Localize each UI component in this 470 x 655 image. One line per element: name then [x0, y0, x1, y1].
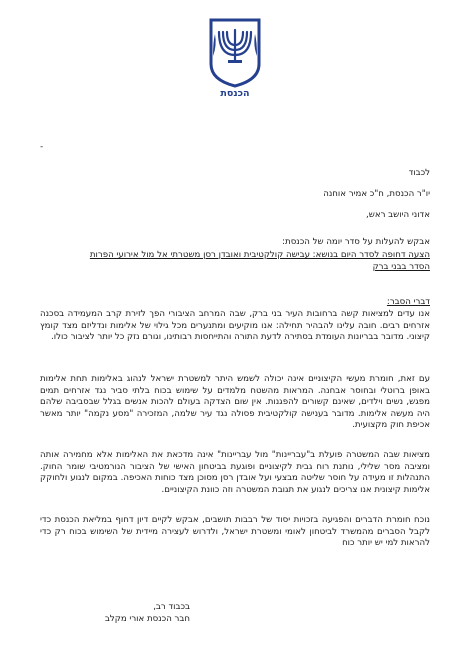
address-line2: אדוני היושב ראש,: [366, 210, 430, 220]
paragraph-4: נוכח חומרת הדברים והפגיעה בזכויות יסוד של רבבות תושבים, אבקש לקיים דיון דחוף במליאת הכנסת כדי לקבל הסברים מהמשרד לביטחון לאומי ומשטרת ישראל, ולדרוש לעצירה מיידית של השימוש בכוח רק כדי להראות למי יש יותר כוח: [40, 515, 430, 549]
paragraph-1: אנו עדים למציאות קשה ברחובות העיר בני ברק, שבה המרחב הציבורי הפך לזירת קרב המעמידה בסכנה אזרחים רבים. חובה עלינו להבהיר תחילה: אנו מוקיעים ומתנערים מכל גילוי של אלימות ונדליזם מצד קומץ קיצוני. מדובר בבריונות העומדת בסתירה לדעת התורה והתייחסות רבותינו, וגורם נזק כל יותר לציבור כולו.: [40, 309, 430, 343]
address-line1: יו"ר הכנסת, ח"כ אמיר אוחנה: [323, 189, 430, 199]
request-subject-line2: הסדר בבני ברק: [372, 262, 430, 272]
closing: בכבוד רב,: [153, 602, 190, 612]
paragraph-2: עם זאת, חומרת מעשי הקיצוניים אינה יכולה לשמש היתר למשטרת ישראל לנהוג באלימות תחת אלימות באופן ברוטלי ובחוסר אבחנה. המראות מהשטח מלמדים על שימוש בכוח בלתי סביר נגד אזרחים תמים מפגש, נשים וילדים, שאינם קשורים להפגנות. אין שום הצדקה בעולם להכות אנשים בגלל שבסביבה שלהם היה מעשה אלימות. מדובר בענישה קולקטיבית פסולה נגד עיר שלמה, המזכירה "מסע נקמה" יותר מאשר אכיפת חוק מקצועית.: [40, 374, 430, 431]
signer-name: חבר הכנסת אורי מקלב: [104, 614, 190, 624]
request-intro: אבקש להעלות על סדר יומה של הכנסת:: [282, 237, 430, 247]
paragraph-3: מציאות שבה המשטרה פועלת ב"עבריינות" מול עבריינות" אינה מדכאת את האלימות אלא מחמירה אותה ומציבה מסר שלילי, נותנת רוח גבית לקיצוניים ופוגעת בביטחון האישי של הציבור הנורמטיבי שומר החוק. התנהלות זו מעידה על חוסר שליטה מבצעי ועל אובדן רסן מסוכן מצד כוחות האכיפה. במקום לנגוע ולחוקק אלימות קיצונית אנו צריכים לנגוע את תגובת המשטרה וזה כוונת הקיצוניים.: [40, 450, 430, 495]
menorah-emblem-icon: [207, 16, 263, 88]
knesset-wordmark: הכנסת: [220, 88, 250, 99]
address-to: לכבוד: [408, 168, 430, 178]
explanation-heading: דברי הסבר:: [386, 297, 430, 307]
margin-mark: -: [40, 142, 44, 152]
request-subject-line1: הצעה דחופה לסדר היום בנושא: עבישה קולקטיבית ואובדן רסן משטרתי אל מול אירועי הפרות: [89, 250, 430, 260]
